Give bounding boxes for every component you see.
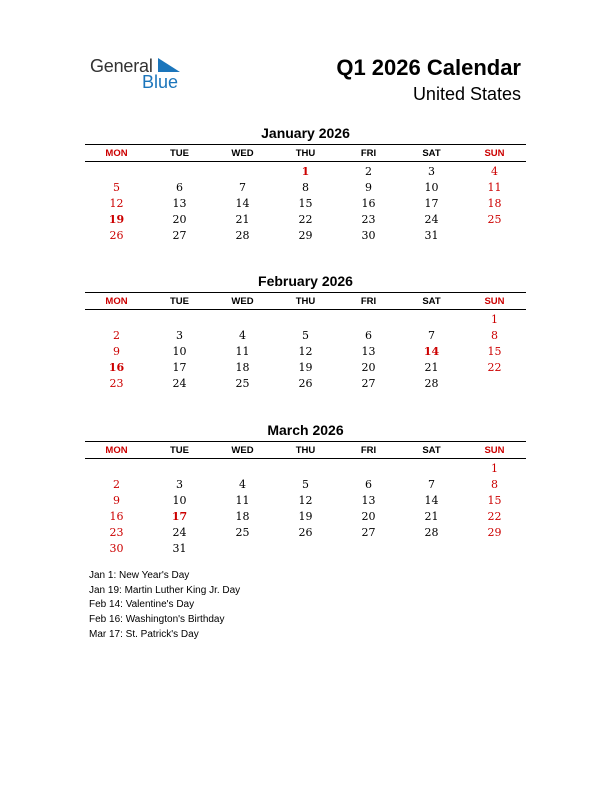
day-cell: 17 [171, 509, 188, 523]
week-row [85, 179, 526, 195]
weekday-mon: MON [105, 295, 128, 307]
day-cell: 11 [487, 180, 502, 194]
week-row [85, 163, 526, 179]
day-cell: 8 [302, 180, 309, 194]
day-cell: 29 [487, 525, 502, 539]
day-cell: 8 [491, 477, 498, 491]
day-cell: 10 [424, 180, 439, 194]
weekday-thu: THU [295, 147, 316, 159]
day-cell: 27 [361, 525, 376, 539]
weekday-wed: WED [231, 444, 254, 456]
week-row [85, 476, 526, 492]
weekday-fri: FRI [360, 444, 377, 456]
holiday-note: Jan 1: New Year's Day [89, 570, 190, 581]
week-row [85, 227, 526, 243]
weekday-mon: MON [105, 444, 128, 456]
weekday-wed: WED [231, 147, 254, 159]
day-cell: 28 [235, 228, 250, 242]
day-cell: 26 [298, 525, 313, 539]
weekday-mon: MON [105, 147, 128, 159]
holiday-note: Feb 16: Washington's Birthday [89, 614, 225, 626]
day-cell: 11 [235, 344, 250, 358]
day-cell: 4 [239, 328, 246, 342]
day-cell: 13 [361, 493, 376, 507]
day-cell: 10 [172, 493, 187, 507]
day-cell: 22 [487, 360, 502, 374]
weekday-fri: FRI [360, 295, 377, 307]
day-cell: 9 [113, 344, 120, 358]
weekday-wed: WED [231, 295, 254, 307]
holiday-note: Feb 14: Valentine's Day [89, 599, 195, 611]
weekday-thu: THU [295, 444, 316, 456]
generalblue-logo [90, 56, 200, 96]
week-row [85, 540, 526, 556]
logo-word-blue: Blue [142, 72, 179, 92]
weekday-sun: SUN [484, 295, 505, 307]
day-cell: 30 [109, 541, 124, 555]
week-row [85, 492, 526, 508]
month-title: March 2026 [267, 422, 344, 438]
day-cell: 7 [239, 180, 246, 194]
day-cell: 29 [298, 228, 313, 242]
day-cell: 3 [428, 164, 435, 178]
logo-word-general: General [90, 56, 153, 76]
day-cell: 14 [235, 196, 250, 210]
day-cell: 17 [172, 360, 187, 374]
day-cell: 31 [424, 228, 439, 242]
day-cell: 14 [423, 344, 440, 358]
day-cell: 7 [428, 477, 435, 491]
weekday-sat: SAT [422, 147, 441, 159]
day-cell: 21 [424, 509, 439, 523]
weekday-sun: SUN [484, 147, 505, 159]
day-cell: 8 [491, 328, 498, 342]
weekday-tue: TUE [170, 444, 189, 456]
week-row [85, 343, 526, 359]
logo-triangle-icon [158, 58, 180, 72]
week-row [85, 524, 526, 540]
day-cell: 19 [298, 509, 313, 523]
day-cell: 16 [109, 509, 124, 523]
month-title: January 2026 [261, 125, 350, 141]
month-february [85, 272, 526, 391]
week-row [85, 460, 526, 476]
day-cell: 23 [109, 376, 124, 390]
day-cell: 7 [428, 328, 435, 342]
day-cell: 11 [235, 493, 250, 507]
month-title: February 2026 [258, 273, 353, 289]
day-cell: 9 [365, 180, 372, 194]
day-cell: 13 [361, 344, 376, 358]
weekday-thu: THU [295, 295, 316, 307]
day-cell: 3 [176, 477, 183, 491]
day-cell: 27 [172, 228, 187, 242]
month-january [85, 124, 526, 243]
day-cell: 20 [361, 360, 376, 374]
week-row [85, 211, 526, 227]
day-cell: 14 [424, 493, 439, 507]
day-cell: 4 [491, 164, 498, 178]
weekday-tue: TUE [170, 295, 189, 307]
day-cell: 28 [424, 525, 439, 539]
weekday-sat: SAT [422, 444, 441, 456]
day-cell: 10 [172, 344, 187, 358]
week-row [85, 508, 526, 524]
day-cell: 2 [365, 164, 372, 178]
day-cell: 25 [235, 376, 250, 390]
day-cell: 15 [487, 493, 502, 507]
weekday-fri: FRI [360, 147, 377, 159]
day-cell: 9 [113, 493, 120, 507]
day-cell: 18 [487, 196, 502, 210]
day-cell: 1 [491, 312, 498, 326]
day-cell: 22 [298, 212, 313, 226]
holiday-note: Mar 17: St. Patrick's Day [89, 628, 199, 640]
day-cell: 31 [172, 541, 187, 555]
day-cell: 19 [298, 360, 313, 374]
day-cell: 24 [172, 376, 187, 390]
day-cell: 16 [361, 196, 376, 210]
week-row [85, 195, 526, 211]
day-cell: 16 [108, 360, 125, 374]
page-subtitle: United States [412, 84, 521, 104]
day-cell: 23 [361, 212, 376, 226]
day-cell: 21 [424, 360, 439, 374]
week-row [85, 375, 526, 391]
day-cell: 26 [298, 376, 313, 390]
day-cell: 13 [172, 196, 187, 210]
day-cell: 15 [487, 344, 502, 358]
day-cell: 2 [113, 477, 120, 491]
day-cell: 19 [108, 212, 125, 226]
day-cell: 20 [172, 212, 187, 226]
day-cell: 22 [487, 509, 502, 523]
day-cell: 6 [176, 180, 183, 194]
day-cell: 24 [424, 212, 439, 226]
day-cell: 25 [235, 525, 250, 539]
holiday-note: Jan 19: Martin Luther King Jr. Day [89, 584, 241, 596]
day-cell: 28 [424, 376, 439, 390]
weekday-sun: SUN [484, 444, 505, 456]
day-cell: 6 [365, 328, 372, 342]
day-cell: 24 [172, 525, 187, 539]
weekday-header [85, 292, 526, 310]
day-cell: 25 [487, 212, 502, 226]
day-cell: 5 [113, 180, 120, 194]
day-cell: 1 [491, 461, 498, 475]
weekday-sat: SAT [422, 295, 441, 307]
weekday-tue: TUE [170, 147, 189, 159]
week-row [85, 359, 526, 375]
week-row [85, 327, 526, 343]
day-cell: 30 [361, 228, 376, 242]
day-cell: 5 [302, 477, 309, 491]
page-title: Q1 2026 Calendar [336, 55, 521, 80]
day-cell: 12 [298, 344, 313, 358]
day-cell: 2 [113, 328, 120, 342]
day-cell: 12 [109, 196, 124, 210]
day-cell: 26 [109, 228, 124, 242]
day-cell: 27 [361, 376, 376, 390]
day-cell: 4 [239, 477, 246, 491]
week-row [85, 311, 526, 327]
day-cell: 21 [235, 212, 250, 226]
day-cell: 5 [302, 328, 309, 342]
holiday-list [89, 569, 240, 643]
day-cell: 20 [361, 509, 376, 523]
day-cell: 18 [235, 360, 250, 374]
day-cell: 18 [235, 509, 250, 523]
day-cell: 23 [109, 525, 124, 539]
month-march [85, 421, 526, 556]
weekday-header [85, 144, 526, 162]
day-cell: 6 [365, 477, 372, 491]
weekday-header [85, 441, 526, 459]
day-cell: 15 [298, 196, 313, 210]
day-cell: 1 [301, 164, 310, 178]
day-cell: 3 [176, 328, 183, 342]
day-cell: 17 [424, 196, 439, 210]
day-cell: 12 [298, 493, 313, 507]
